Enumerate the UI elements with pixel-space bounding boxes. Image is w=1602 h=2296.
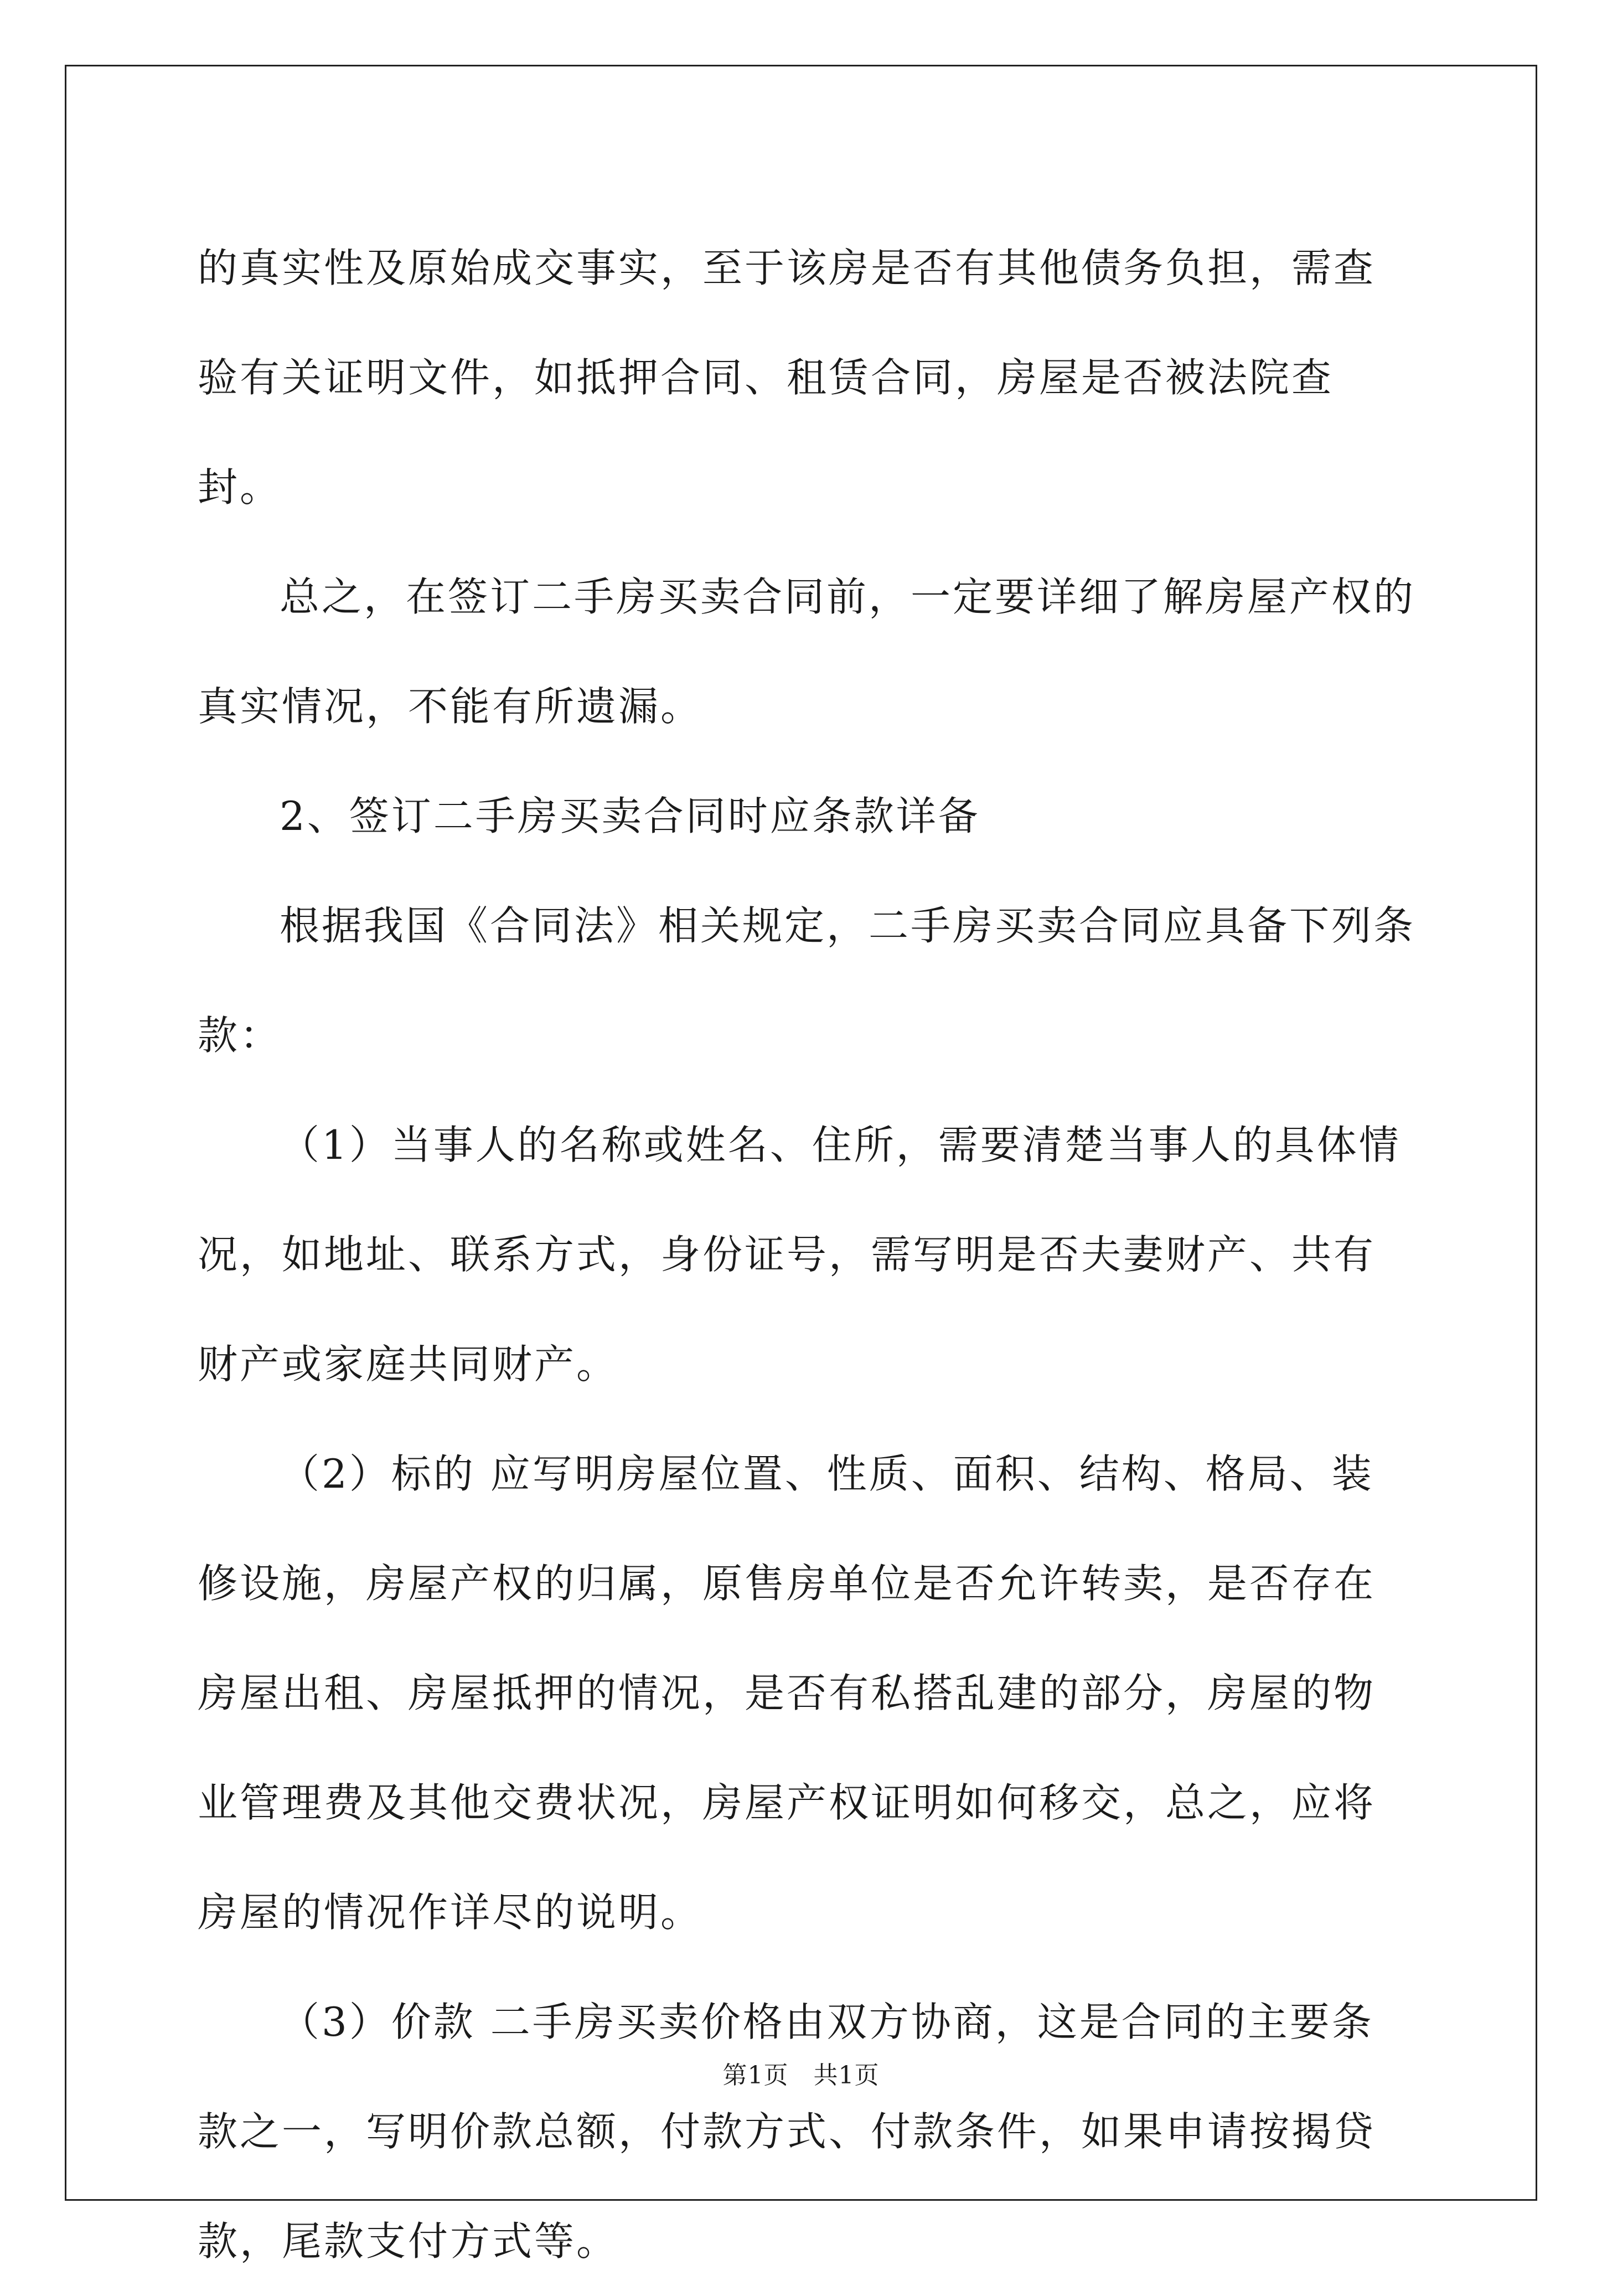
- clause-3: （3）价款 二手房买卖价格由双方协商，这是合同的主要条款之一，写明价款总额，付款方式、付款条件，如果申请按揭贷款，尾款支付方式等。: [198, 1999, 1376, 2264]
- clause-1: （1）当事人的名称或姓名、住所，需要清楚当事人的具体情况，如地址、联系方式，身份证号，需写明是否夫妻财产、共有财产或家庭共同财产。: [198, 1122, 1401, 1387]
- section-heading: 2、签订二手房买卖合同时应条款详备: [280, 793, 980, 839]
- clause-2: （2）标的 应写明房屋位置、性质、面积、结构、格局、装修设施，房屋产权的归属，原售房单位是否允许转卖，是否存在房屋出租、房屋抵押的情况，是否有私搭乱建的部分，房屋的物业管理费及其他交费状况，房屋产权证明如何移交，总之，应将房屋的情况作详尽的说明。: [198, 1451, 1376, 1936]
- page-number-footer: 第1页 共1页: [722, 2061, 880, 2089]
- paragraph-1: 的真实性及原始成交事实，至于该房是否有其他债务负担，需查验有关证明文件，如抵押合同、租赁合同，房屋是否被法院查封。: [198, 245, 1376, 510]
- paragraph-3: 根据我国《合同法》相关规定，二手房买卖合同应具备下列条款：: [198, 902, 1416, 1059]
- paragraph-2: 总之，在签订二手房买卖合同前，一定要详细了解房屋产权的真实情况，不能有所遗漏。: [198, 574, 1416, 730]
- document-body: [198, 213, 1415, 2296]
